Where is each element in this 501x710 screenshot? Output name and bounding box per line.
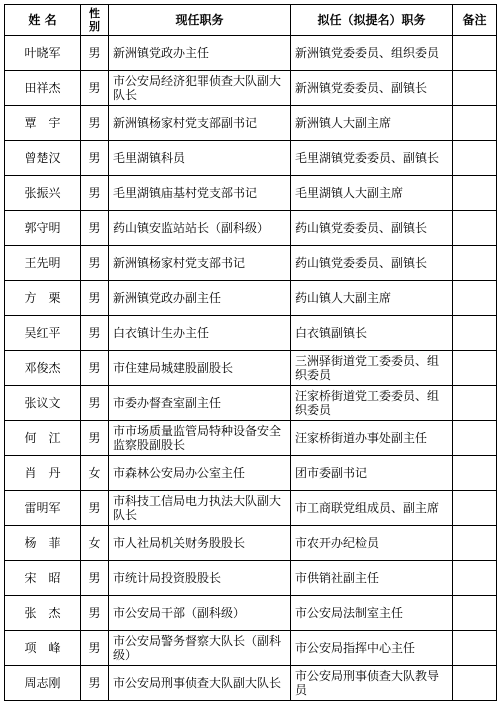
- person-gender: 男: [81, 211, 109, 246]
- header-note: 备注: [453, 5, 497, 36]
- note-cell: [453, 246, 497, 281]
- current-position: 白衣镇计生办主任: [109, 316, 291, 351]
- current-position: 市公安局干部（副科级）: [109, 596, 291, 631]
- person-gender: 男: [81, 386, 109, 421]
- table-row: [5, 246, 497, 281]
- person-name: 周志刚: [5, 666, 81, 701]
- note-cell: [453, 561, 497, 596]
- proposed-position: 市公安局法制室主任: [291, 596, 453, 631]
- current-position: 药山镇安监站站长（副科级）: [109, 211, 291, 246]
- person-name: 吴红平: [5, 316, 81, 351]
- current-position: 市公安局刑事侦查大队副大队长: [109, 666, 291, 701]
- person-name: 张振兴: [5, 176, 81, 211]
- table-row: [5, 421, 497, 456]
- person-name: 覃 宇: [5, 106, 81, 141]
- current-position: 新洲镇党政办主任: [109, 36, 291, 71]
- table-row: [5, 561, 497, 596]
- current-position: 市科技工信局电力执法大队副大队长: [109, 491, 291, 526]
- current-position: 市公安局经济犯罪侦查大队副大队长: [109, 71, 291, 106]
- person-name: 叶晓军: [5, 36, 81, 71]
- table-row: [5, 456, 497, 491]
- note-cell: [453, 351, 497, 386]
- table-row: [5, 351, 497, 386]
- person-gender: 男: [81, 281, 109, 316]
- proposed-position: 新洲镇党委委员、组织委员: [291, 36, 453, 71]
- current-position: 新洲镇党政办副主任: [109, 281, 291, 316]
- current-position: 新洲镇杨家村党支部副书记: [109, 106, 291, 141]
- person-gender: 男: [81, 106, 109, 141]
- table-row: [5, 596, 497, 631]
- note-cell: [453, 666, 497, 701]
- person-name: 宋 昭: [5, 561, 81, 596]
- table-row: [5, 526, 497, 561]
- person-gender: 男: [81, 491, 109, 526]
- proposed-position: 市农开办纪检员: [291, 526, 453, 561]
- person-gender: 男: [81, 351, 109, 386]
- current-position: 市统计局投资股股长: [109, 561, 291, 596]
- table-row: [5, 316, 497, 351]
- table-row: [5, 386, 497, 421]
- note-cell: [453, 491, 497, 526]
- proposed-position: 毛里湖镇人大副主席: [291, 176, 453, 211]
- note-cell: [453, 456, 497, 491]
- header-proposed-position: 拟任（拟提名）职务: [291, 5, 453, 36]
- person-gender: 男: [81, 421, 109, 456]
- header-row: [5, 5, 497, 36]
- person-name: 郭守明: [5, 211, 81, 246]
- person-name: 杨 菲: [5, 526, 81, 561]
- note-cell: [453, 71, 497, 106]
- proposed-position: 汪家桥街道党工委委员、组织委员: [291, 386, 453, 421]
- note-cell: [453, 176, 497, 211]
- person-gender: 男: [81, 36, 109, 71]
- person-gender: 男: [81, 246, 109, 281]
- person-gender: 男: [81, 596, 109, 631]
- person-name: 曾楚汉: [5, 141, 81, 176]
- proposed-position: 药山镇党委委员、副镇长: [291, 246, 453, 281]
- header-gender-line: 别: [89, 20, 100, 33]
- proposed-position: 团市委副书记: [291, 456, 453, 491]
- note-cell: [453, 421, 497, 456]
- proposed-position: 汪家桥街道办事处副主任: [291, 421, 453, 456]
- current-position: 市委办督查室副主任: [109, 386, 291, 421]
- person-gender: 男: [81, 71, 109, 106]
- person-gender: 男: [81, 176, 109, 211]
- table-row: [5, 666, 497, 701]
- current-position: 市人社局机关财务股股长: [109, 526, 291, 561]
- note-cell: [453, 36, 497, 71]
- note-cell: [453, 596, 497, 631]
- header-gender: [81, 5, 109, 36]
- person-gender: 男: [81, 141, 109, 176]
- person-name: 邓俊杰: [5, 351, 81, 386]
- table-row: [5, 491, 497, 526]
- proposed-position: 市工商联党组成员、副主席: [291, 491, 453, 526]
- appointment-table: [4, 4, 497, 701]
- proposed-position: 药山镇党委委员、副镇长: [291, 211, 453, 246]
- table-row: [5, 141, 497, 176]
- table-row: [5, 211, 497, 246]
- note-cell: [453, 631, 497, 666]
- current-position: 市市场质量监管局特种设备安全监察股副股长: [109, 421, 291, 456]
- current-position: 新洲镇杨家村党支部书记: [109, 246, 291, 281]
- person-name: 田祥杰: [5, 71, 81, 106]
- person-gender: 男: [81, 316, 109, 351]
- proposed-position: 新洲镇人大副主席: [291, 106, 453, 141]
- proposed-position: 市供销社副主任: [291, 561, 453, 596]
- current-position: 市森林公安局办公室主任: [109, 456, 291, 491]
- proposed-position: 新洲镇党委委员、副镇长: [291, 71, 453, 106]
- person-name: 肖 丹: [5, 456, 81, 491]
- note-cell: [453, 316, 497, 351]
- proposed-position: 药山镇人大副主席: [291, 281, 453, 316]
- current-position: 毛里湖镇科员: [109, 141, 291, 176]
- person-gender: 男: [81, 666, 109, 701]
- proposed-position: 白衣镇副镇长: [291, 316, 453, 351]
- table-row: [5, 176, 497, 211]
- proposed-position: 毛里湖镇党委委员、副镇长: [291, 141, 453, 176]
- person-name: 方 栗: [5, 281, 81, 316]
- note-cell: [453, 281, 497, 316]
- person-gender: 女: [81, 456, 109, 491]
- table-row: [5, 106, 497, 141]
- note-cell: [453, 526, 497, 561]
- proposed-position: 三洲驿街道党工委委员、组织委员: [291, 351, 453, 386]
- current-position: 市公安局警务督察大队长（副科级）: [109, 631, 291, 666]
- header-name: 姓 名: [5, 5, 81, 36]
- person-name: 张 杰: [5, 596, 81, 631]
- person-gender: 女: [81, 526, 109, 561]
- person-gender: 男: [81, 561, 109, 596]
- person-gender: 男: [81, 631, 109, 666]
- proposed-position: 市公安局指挥中心主任: [291, 631, 453, 666]
- note-cell: [453, 141, 497, 176]
- table-row: [5, 71, 497, 106]
- table-row: [5, 281, 497, 316]
- table-row: [5, 631, 497, 666]
- header-gender-line: 性: [89, 7, 100, 20]
- note-cell: [453, 106, 497, 141]
- person-name: 张议文: [5, 386, 81, 421]
- header-current-position: 现任职务: [109, 5, 291, 36]
- person-name: 项 峰: [5, 631, 81, 666]
- person-name: 雷明军: [5, 491, 81, 526]
- current-position: 毛里湖镇庙基村党支部书记: [109, 176, 291, 211]
- note-cell: [453, 386, 497, 421]
- note-cell: [453, 211, 497, 246]
- table-row: [5, 36, 497, 71]
- table-body: [5, 36, 497, 701]
- current-position: 市住建局城建股副股长: [109, 351, 291, 386]
- person-name: 何 江: [5, 421, 81, 456]
- proposed-position: 市公安局刑事侦查大队教导员: [291, 666, 453, 701]
- person-name: 王先明: [5, 246, 81, 281]
